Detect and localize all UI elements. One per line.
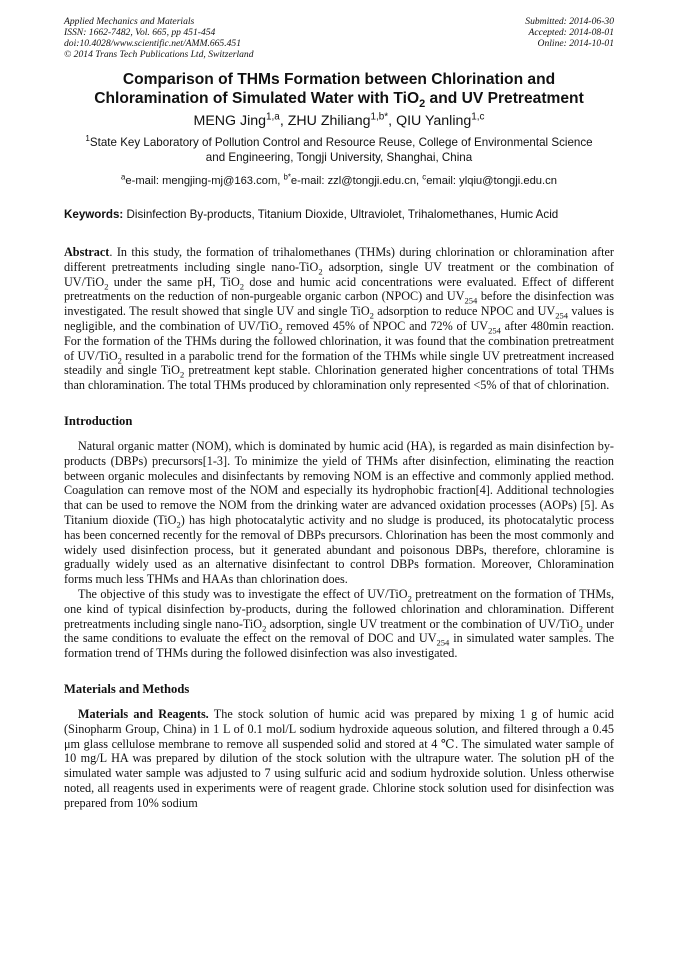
- email-line: [64, 174, 614, 188]
- paper-title: [64, 70, 614, 111]
- subscript: 254: [464, 295, 478, 306]
- affiliation-line-2: and Engineering, Tongji University, Shanghai, China: [205, 150, 473, 164]
- paragraph-text: Natural organic matter (NOM), which is dominated by humic acid (HA), is regarded as main disinfection by-products (DBPs) precursors[1-3]. To minimize the yield of THMs after disinfection, eliminating the reaction between organic molecules and disinfectants by removing NOM is an effective and commonly applied method. Coagulation can remove most of the NOM and especially its hydrophobic fraction[4]. Additional technologies that can be used to remove the NOM from the drinking water are advanced oxidation processes (AOPs) [5]. As Titanium dioxide (TiO: [64, 438, 614, 527]
- author-affil-sup: 1,a: [266, 111, 280, 123]
- keywords-text: Disinfection By-products, Titanium Dioxide, Ultraviolet, Trihalomethanes, Humic Acid: [126, 208, 559, 221]
- journal-name: Applied Mechanics and Materials: [64, 16, 195, 27]
- keywords-label: Keywords:: [64, 208, 124, 221]
- subscript: 2: [262, 622, 267, 633]
- abstract-label: Abstract: [64, 245, 110, 259]
- accepted-date: Accepted: 2014-08-01: [528, 27, 614, 38]
- abstract-text: after 480min reaction. For the formation of the THMs during the followed chlorination, it was found that the combination pretreatment of UV/TiO: [64, 318, 615, 363]
- affiliation-sup: 1: [85, 134, 90, 144]
- subscript: 2: [239, 281, 245, 292]
- submitted-date: Submitted: 2014-06-30: [525, 16, 614, 27]
- subscript: 2: [318, 266, 323, 277]
- paragraph-text: The stock solution of humic acid was prepared by mixing 1 g of humic acid (Sinopharm Group, China) in 1 L of 0.1 mol/L sodium hydroxide aqueous solution, and filtered through a 0.45 μm glass cellulose membrane to remove all suspended solid and stored at 4 ℃. The simulated water sample of 10 mg/L HA was prepared by dilution of the stock solution with the ultrapure water. The solution pH of the simulated water sample was adjusted to 7 using sulfuric acid and sodium hydroxide solution. Unless otherwise noted, all reagents used in experiments were of reagent grade. Chlorine stock solution used for disinfection was prepared from 10% sodium: [64, 706, 614, 810]
- abstract-text: resulted in a parabolic trend for the formation of the THMs while single UV pretreatment increased steadily and single TiO: [64, 348, 614, 378]
- abstract-text: dose and humic acid concentrations were evaluated. Effect of different pretreatments on the reduction of non-purgeable organic carbon (NPOC) and UV: [64, 274, 614, 304]
- author-name: QIU Yanling: [396, 113, 472, 129]
- email-text: e-mail: zzl@tongji.edu.cn,: [290, 175, 423, 187]
- introduction-paragraph-2: [64, 587, 614, 661]
- online-date: Online: 2014-10-01: [537, 38, 614, 49]
- subscript: 254: [488, 325, 501, 336]
- email-text: e-mail: mengjing-mj@163.com,: [125, 175, 284, 187]
- title-line-2: [64, 89, 614, 111]
- email-sup: c: [422, 172, 427, 182]
- author-list: [64, 112, 614, 130]
- subscript: 2: [407, 593, 412, 604]
- subsection-label: Materials and Reagents.: [78, 706, 209, 721]
- abstract-text: adsorption, single UV treatment or the combination of UV/TiO: [64, 259, 614, 289]
- author-affil-sup: 1,c: [471, 111, 485, 123]
- author-separator: ,: [279, 113, 288, 129]
- author-name: ZHU Zhiliang: [287, 113, 371, 129]
- paragraph-text: in simulated water samples. The formation trend of THMs during the followed disinfection was also investigated.: [64, 631, 614, 661]
- introduction-heading: Introduction: [64, 413, 133, 428]
- email-sup: b*: [283, 172, 291, 182]
- paragraph-text: pretreatment on the formation of THMs, one kind of typical disinfection by-products, during the followed chlorination and chloramination. Different pretreatments including single nano-TiO: [64, 586, 614, 631]
- title-text: and UV Pretreatment: [425, 90, 584, 107]
- email-text: email: ylqiu@tongji.edu.cn: [426, 175, 557, 187]
- email-sup: a: [121, 172, 126, 182]
- journal-header: [64, 16, 614, 60]
- author-separator: ,: [388, 113, 397, 129]
- paragraph-text: The objective of this study was to investigate the effect of UV/TiO: [78, 586, 408, 601]
- author-affil-sup: 1,b*: [370, 111, 389, 123]
- paragraph-text: adsorption, single UV treatment or the combination of UV/TiO: [266, 616, 579, 631]
- introduction-body: [64, 439, 614, 661]
- keywords: [64, 208, 614, 222]
- subscript: 2: [369, 310, 374, 321]
- affiliation: [64, 136, 614, 165]
- abstract-text: adsorption to reduce NPOC and UV: [373, 304, 556, 319]
- copyright-line: © 2014 Trans Tech Publications Ltd, Switzerland: [64, 49, 254, 60]
- title-text: Chloramination of Simulated Water with TiO: [94, 90, 420, 107]
- doi-line: doi:10.4028/www.scientific.net/AMM.665.451: [64, 38, 242, 49]
- subscript: 2: [179, 369, 185, 380]
- affiliation-text: State Key Laboratory of Pollution Control and Resource Reuse, College of Environmental Science: [89, 136, 593, 149]
- subscript: 2: [104, 281, 109, 292]
- abstract-text: under the same pH, TiO: [108, 274, 240, 289]
- paragraph-text: under the same conditions to evaluate the effect on the removal of DOC and UV: [64, 616, 614, 646]
- author-name: MENG Jing: [193, 113, 267, 129]
- submission-dates: [525, 16, 614, 60]
- subscript: 2: [578, 622, 584, 633]
- methods-body: [64, 707, 614, 811]
- methods-heading: Materials and Methods: [64, 681, 190, 696]
- affiliation-line-1: [64, 136, 614, 151]
- introduction-paragraph-1: [64, 439, 614, 587]
- abstract-text: . In this study, the formation of trihalomethanes (THMs) during chlorination or chloramination after different pretreatments including single nano-TiO: [64, 245, 614, 274]
- subscript: 2: [278, 325, 283, 336]
- journal-info: [64, 16, 254, 60]
- subscript: 254: [436, 637, 450, 648]
- subscript: 254: [555, 310, 569, 321]
- abstract-text: values is negligible, and the combination of UV/TiO: [64, 304, 614, 333]
- abstract: [64, 245, 614, 393]
- issn-line: ISSN: 1662-7482, Vol. 665, pp 451-454: [64, 27, 216, 38]
- abstract-text: pretreatment kept stable. Chlorination generated higher concentrations of total THMs than chloramination. The total THMs produced by chloramination only represented <5% of that of chlorination.: [64, 363, 614, 393]
- abstract-text: removed 45% of NPOC and 72% of UV: [282, 318, 489, 333]
- abstract-text: before the disinfection was investigated. The result showed that single UV and single TiO: [64, 289, 614, 319]
- paragraph-text: ) has high photocatalytic activity and no sludge is produced, its photocatalytic process has been concerned recently for the removal of DBPs precursors. Chlorination has been the most commonly and widely used disinfection process, but it generated abundant and poisonous DBPs, therefore, chloramine is gradually widely used as an alternative disinfectant to control DBPs formation. Moreover, Chloramination forms much less THMs and HAAs than chlorination does.: [64, 512, 614, 587]
- methods-paragraph-1: [64, 707, 614, 811]
- title-subscript: 2: [419, 98, 426, 111]
- subscript: 2: [117, 355, 122, 366]
- title-line-1: Comparison of THMs Formation between Chlorination and: [122, 71, 556, 88]
- subscript: 2: [176, 519, 181, 530]
